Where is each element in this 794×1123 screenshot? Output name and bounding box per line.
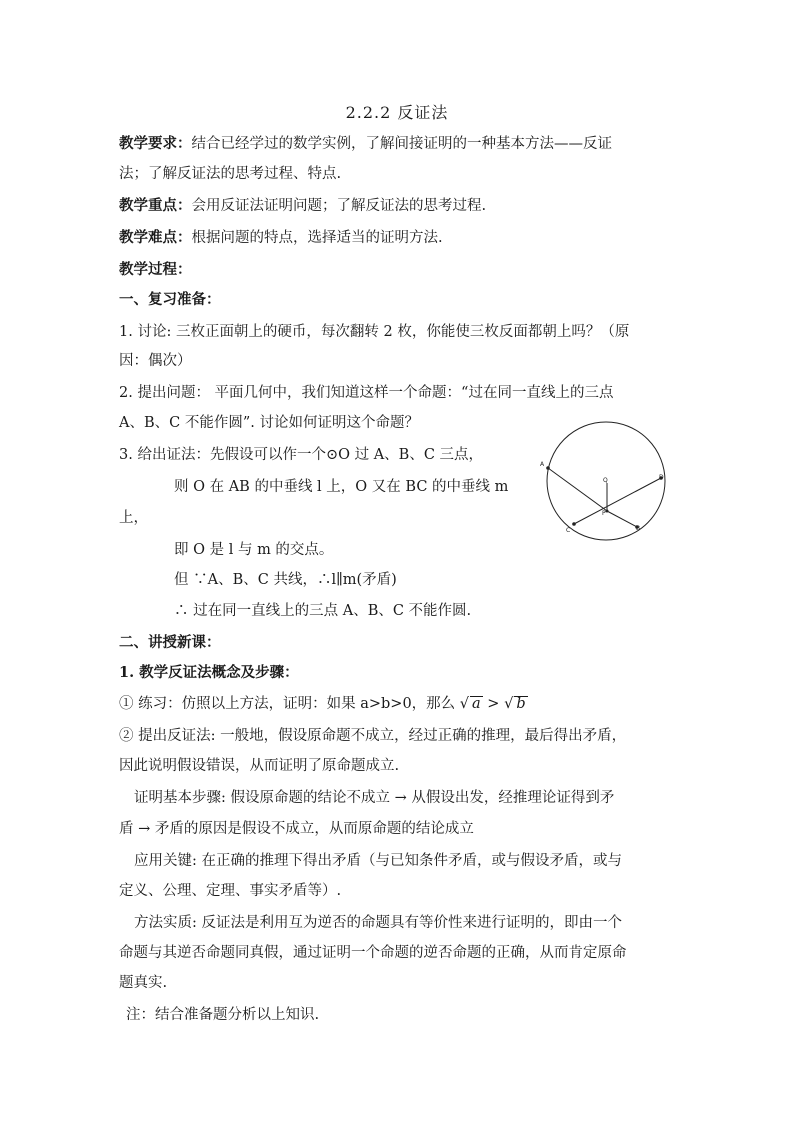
proof-steps-line-1: 证明基本步骤: 假设原命题的结论不成立 → 从假设出发，经推理论证得到矛 xyxy=(134,790,615,806)
requirements-text-2: 法；了解反证法的思考过程、特点. xyxy=(119,166,342,182)
circle-figure xyxy=(540,420,670,545)
section-review-heading: 一、复习准备： xyxy=(119,291,221,308)
sqrt-a: a xyxy=(472,696,481,712)
teaching-difficulties xyxy=(119,228,443,248)
item-1-line-1: 1. 讨论: 三枚正面朝上的硬币，每次翻转 2 枚，你能使三枚反面都朝上吗？（原 xyxy=(119,324,630,340)
point-a xyxy=(546,466,550,470)
requirements-label: 教学要求： xyxy=(119,135,192,152)
teaching-process-heading: 教学过程： xyxy=(119,261,192,278)
method-essence-line-2: 命题与其逆否命题同真假，通过证明一个命题的逆否命题的正确，从而肯定原命 xyxy=(119,945,627,961)
item-3-line-3: 上， xyxy=(119,510,148,526)
concept-line-1: ② 提出反证法: 一般地，假设原命题不成立，经过正确的推理，最后得出矛盾， xyxy=(119,728,627,744)
label-d: D xyxy=(659,474,664,481)
segment-p-b xyxy=(607,511,637,527)
sqrt-a-sign: √ xyxy=(459,696,470,712)
concept-line-2: 因此说明假设错误，从而证明了原命题成立. xyxy=(119,758,400,774)
key-application-line-1: 应用关键: 在正确的推理下得出矛盾（与已知条件矛盾，或与假设矛盾，或与 xyxy=(134,853,622,869)
page-title: 2.2.2 反证法 xyxy=(345,103,449,122)
label-p: P xyxy=(602,510,606,517)
method-essence-line-1: 方法实质: 反证法是利用互为逆否的命题具有等价性来进行证明的，即由一个 xyxy=(134,915,622,931)
sqrt-b: b xyxy=(516,696,526,712)
key-points-text: 会用反证法证明问题；了解反证法的思考过程. xyxy=(191,198,487,214)
proof-steps-line-2: 盾 → 矛盾的原因是假设不成立，从而原命题的结论成立 xyxy=(119,821,474,837)
item-3-line-6: ∴ 过在同一直线上的三点 A、B、C 不能作圆. xyxy=(174,603,472,619)
key-application-line-2: 定义、公理、定理、事实矛盾等）. xyxy=(119,883,342,899)
item-2-line-2: A、B、C 不能作圆”. 讨论如何证明这个命题？ xyxy=(119,415,419,431)
point-p xyxy=(606,510,609,513)
note-line: 注：结合准备题分析以上知识. xyxy=(126,1007,320,1023)
section-new-lesson-heading: 二、讲授新课： xyxy=(119,634,221,651)
item-3-line-4: 即 O 是 l 与 m 的交点。 xyxy=(174,542,334,558)
segment-a-p xyxy=(548,468,607,511)
requirements-text-1: 结合已经学过的数学实例，了解间接证明的一种基本方法——反证 xyxy=(191,136,612,152)
key-points-label: 教学重点： xyxy=(119,197,192,214)
item-1-line-2: 因：偶次） xyxy=(119,353,192,369)
exercise-line: ① 练习：仿照以上方法，证明：如果 a>b>0，那么 √ a > √ b xyxy=(119,696,526,712)
teaching-key-points xyxy=(119,196,486,216)
item-3-line-2: 则 O 在 AB 的中垂线 l 上，O 又在 BC 的中垂线 m xyxy=(174,479,509,495)
label-q: Q xyxy=(603,477,608,484)
method-essence-line-3: 题真实. xyxy=(119,975,168,991)
label-c: C xyxy=(566,527,571,534)
teaching-requirements xyxy=(119,134,612,154)
item-2-line-1: 2. 提出问题： 平面几何中，我们知道这样一个命题：“过在同一直线上的三点 xyxy=(119,385,614,401)
label-a: A xyxy=(540,461,545,468)
difficulties-text: 根据问题的特点，选择适当的证明方法. xyxy=(191,230,443,246)
subheading-concept-steps: 1. 教学反证法概念及步骤： xyxy=(119,664,299,681)
sqrt-b-sign: √ xyxy=(504,696,514,712)
item-3-line-1: 3. 给出证法：先假设可以作一个⊙O 过 A、B、C 三点， xyxy=(119,447,484,463)
point-c xyxy=(572,522,576,526)
item-3-line-5: 但 ∵A、B、C 共线，∴l∥m(矛盾) xyxy=(174,572,397,588)
label-b: B xyxy=(636,525,641,532)
difficulties-label: 教学难点： xyxy=(119,229,192,246)
